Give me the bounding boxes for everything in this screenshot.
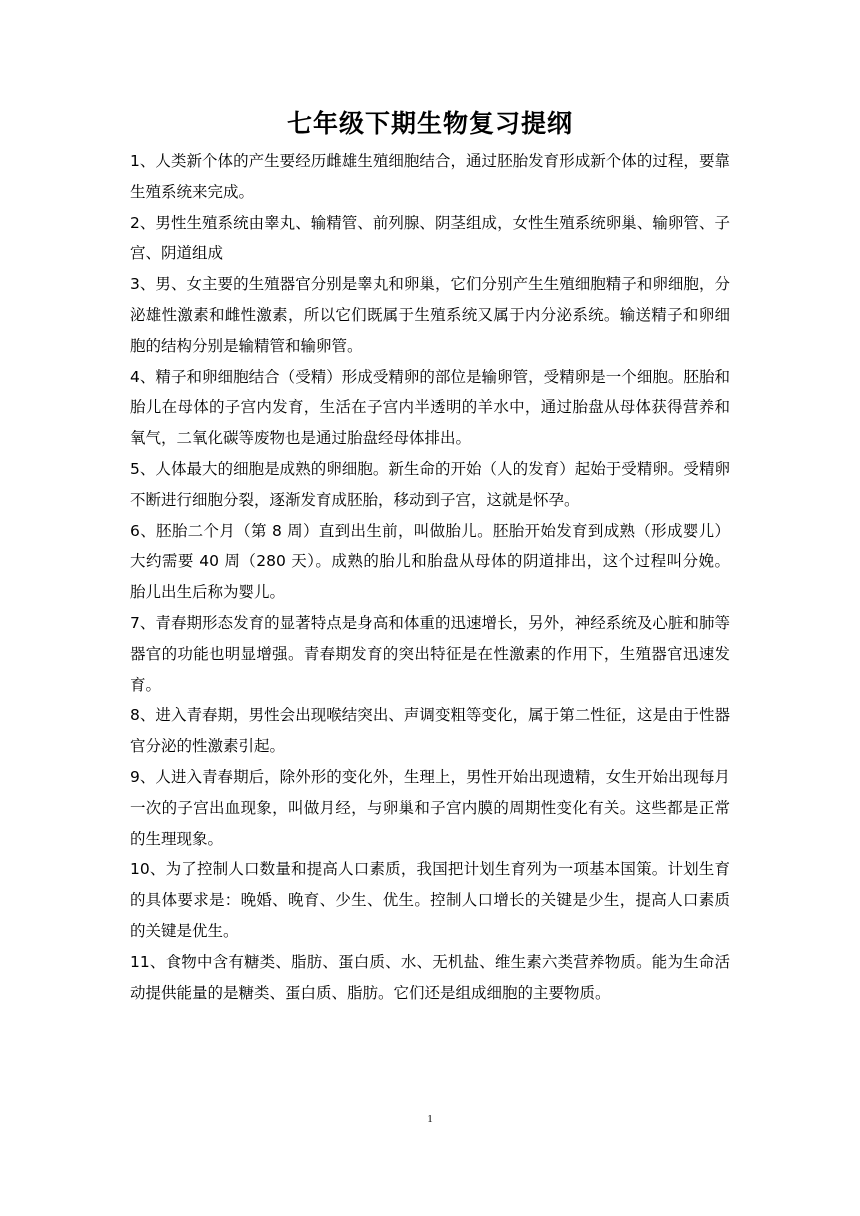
document-title: 七年级下期生物复习提纲 <box>286 109 573 138</box>
page-number: 1 <box>427 1113 433 1125</box>
paragraph-5: 5、人体最大的细胞是成熟的卵细胞。新生命的开始（人的发育）起始于受精卵。受精卵不断进行细胞分裂，逐渐发育成胚胎，移动到子宫，这就是怀孕。 <box>130 459 730 509</box>
paragraph-2: 2、男性生殖系统由睾丸、输精管、前列腺、阴茎组成，女性生殖系统卵巢、输卵管、子宫、阴道组成 <box>130 213 730 263</box>
paragraph-3: 3、男、女主要的生殖器官分别是睾丸和卵巢，它们分别产生生殖细胞精子和卵细胞，分泌雄性激素和雌性激素，所以它们既属于生殖系统又属于内分泌系统。输送精子和卵细胞的结构分别是输精管和输卵管。 <box>130 275 730 355</box>
paragraph-6: 6、胚胎二个月（第 8 周）直到出生前，叫做胎儿。胚胎开始发育到成熟（形成婴儿）大约需要 40 周（280 天）。成熟的胎儿和胎盘从母体的阴道排出，这个过程叫分娩。 胎儿出生后称为婴儿。 <box>130 521 730 602</box>
paragraph-4: 4、精子和卵细胞结合（受精）形成受精卵的部位是输卵管，受精卵是一个细胞。胚胎和胎儿在母体的子宫内发育，生活在子宫内半透明的羊水中，通过胎盘从母体获得营养和氧气，二氧化碳等废物也是通过胎盘经母体排出。 <box>130 367 730 448</box>
paragraph-11: 11、食物中含有糖类、脂肪、蛋白质、水、无机盐、维生素六类营养物质。能为生命活动提供能量的是糖类、蛋白质、脂肪。它们还是组成细胞的主要物质。 <box>130 952 730 1002</box>
paragraph-10: 10、为了控制人口数量和提高人口素质，我国把计划生育列为一项基本国策。计划生育的具体要求是：晚婚、晚育、少生、优生。控制人口增长的关键是少生，提高人口素质的关键是优生。 <box>130 860 730 940</box>
paragraph-1: 1、人类新个体的产生要经历雌雄生殖细胞结合，通过胚胎发育形成新个体的过程，要靠生殖系统来完成。 <box>130 152 730 201</box>
paragraph-7: 7、青春期形态发育的显著特点是身高和体重的迅速增长，另外，神经系统及心脏和肺等器官的功能也明显增强。青春期发育的突出特征是在性激素的作用下，生殖器官迅速发育。 <box>130 613 730 694</box>
document-body <box>130 146 730 1008</box>
paragraph-8: 8、进入青春期，男性会出现喉结突出、声调变粗等变化，属于第二性征，这是由于性器官分泌的性激素引起。 <box>130 706 730 756</box>
paragraph-9: 9、人进入青春期后，除外形的变化外，生理上，男性开始出现遗精，女生开始出现每月一次的子宫出血现象，叫做月经，与卵巢和子宫内膜的周期性变化有关。这些都是正常的生理现象。 <box>130 767 730 848</box>
